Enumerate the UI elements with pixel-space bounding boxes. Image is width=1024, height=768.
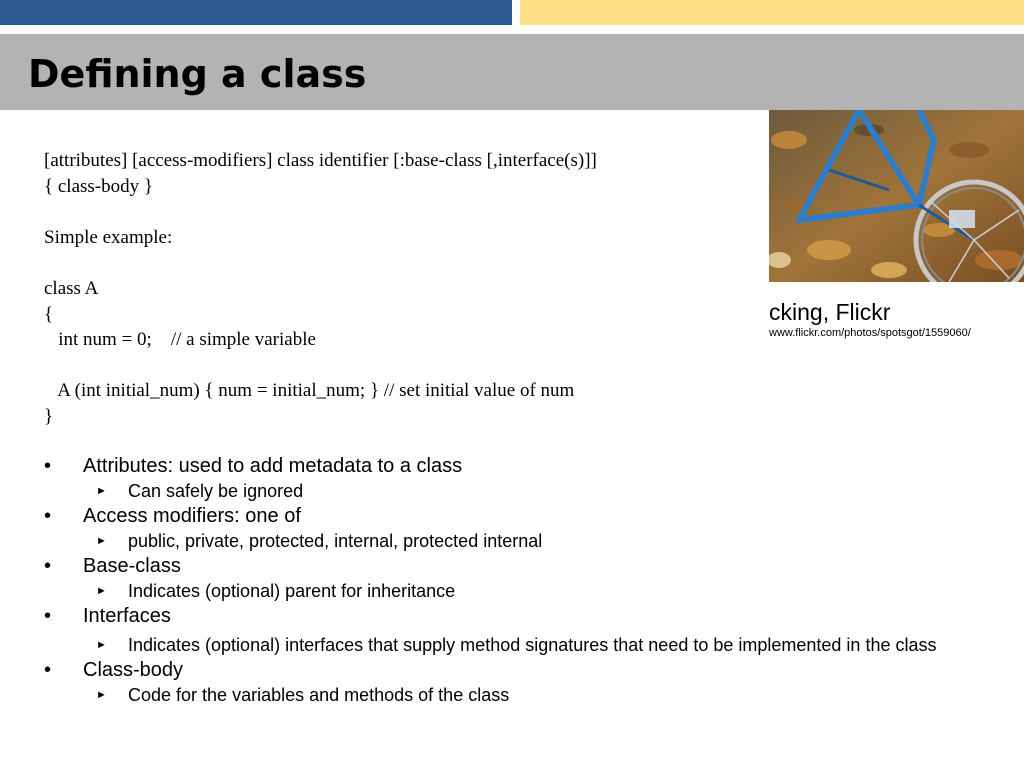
top-bar-yellow (520, 0, 1024, 25)
bullet-dot: • (44, 605, 52, 627)
code-line (44, 250, 744, 276)
sub-bullet-arrow: ► (96, 689, 107, 701)
bullet-text: Interfaces (83, 605, 171, 627)
sub-bullet-arrow: ► (96, 585, 107, 597)
sub-bullet-arrow: ► (96, 639, 107, 651)
sub-bullet-item (44, 579, 1004, 603)
bullet-text: Attributes: used to add metadata to a class (83, 455, 463, 477)
bullet-item (44, 453, 1004, 479)
sub-bullet-item (44, 479, 1004, 503)
bullet-item (44, 503, 1004, 529)
code-line: [attributes] [access-modifiers] class identifier [:base-class [,interface(s)]] (44, 150, 597, 171)
code-line: } (44, 405, 54, 427)
code-line (44, 199, 744, 225)
code-line: A (int initial_num) { num = initial_num; } // set initial value of num (44, 380, 575, 402)
bullet-dot: • (44, 659, 52, 681)
bullet-dot: • (44, 505, 52, 527)
bullet-text: Class-body (83, 659, 184, 681)
bullet-text: Base-class (83, 555, 181, 577)
sub-bullet-text: Indicates (optional) interfaces that supply method signatures that need to be implemented in the class (128, 635, 937, 655)
code-line: Simple example: (44, 226, 173, 248)
top-bar-blue (0, 0, 512, 25)
sub-bullet-arrow: ► (96, 535, 107, 547)
code-line: { (44, 303, 54, 325)
photo-credit-name: cking, Flickr (769, 299, 891, 325)
code-line (44, 353, 744, 379)
sub-bullet-text: public, private, protected, internal, protected internal (128, 531, 543, 551)
sub-bullet-arrow: ► (96, 485, 107, 497)
sub-bullet-item (44, 683, 1004, 707)
code-line: int num = 0; // a simple variable (44, 329, 316, 351)
bullet-list (44, 453, 1004, 707)
bullet-dot: • (44, 455, 52, 477)
bullet-dot: • (44, 555, 52, 577)
bullet-item (44, 603, 1004, 629)
sub-bullet-item (44, 633, 1004, 657)
sub-bullet-text: Can safely be ignored (128, 481, 304, 501)
bullet-item (44, 657, 1004, 683)
sub-bullet-text: Indicates (optional) parent for inheritance (128, 581, 456, 601)
class-syntax-block (44, 148, 744, 430)
sub-bullet-item (44, 529, 1004, 553)
code-line: class A (44, 277, 99, 299)
bicycle-photo (769, 110, 1024, 282)
code-line: { class-body } (44, 175, 153, 197)
photo-credit-url: www.flickr.com/photos/spotsgot/1559060/ (769, 327, 971, 339)
slide-title: Defining a class (28, 52, 367, 96)
sub-bullet-text: Code for the variables and methods of the class (128, 685, 510, 705)
bullet-item (44, 553, 1004, 579)
bullet-text: Access modifiers: one of (83, 505, 301, 527)
